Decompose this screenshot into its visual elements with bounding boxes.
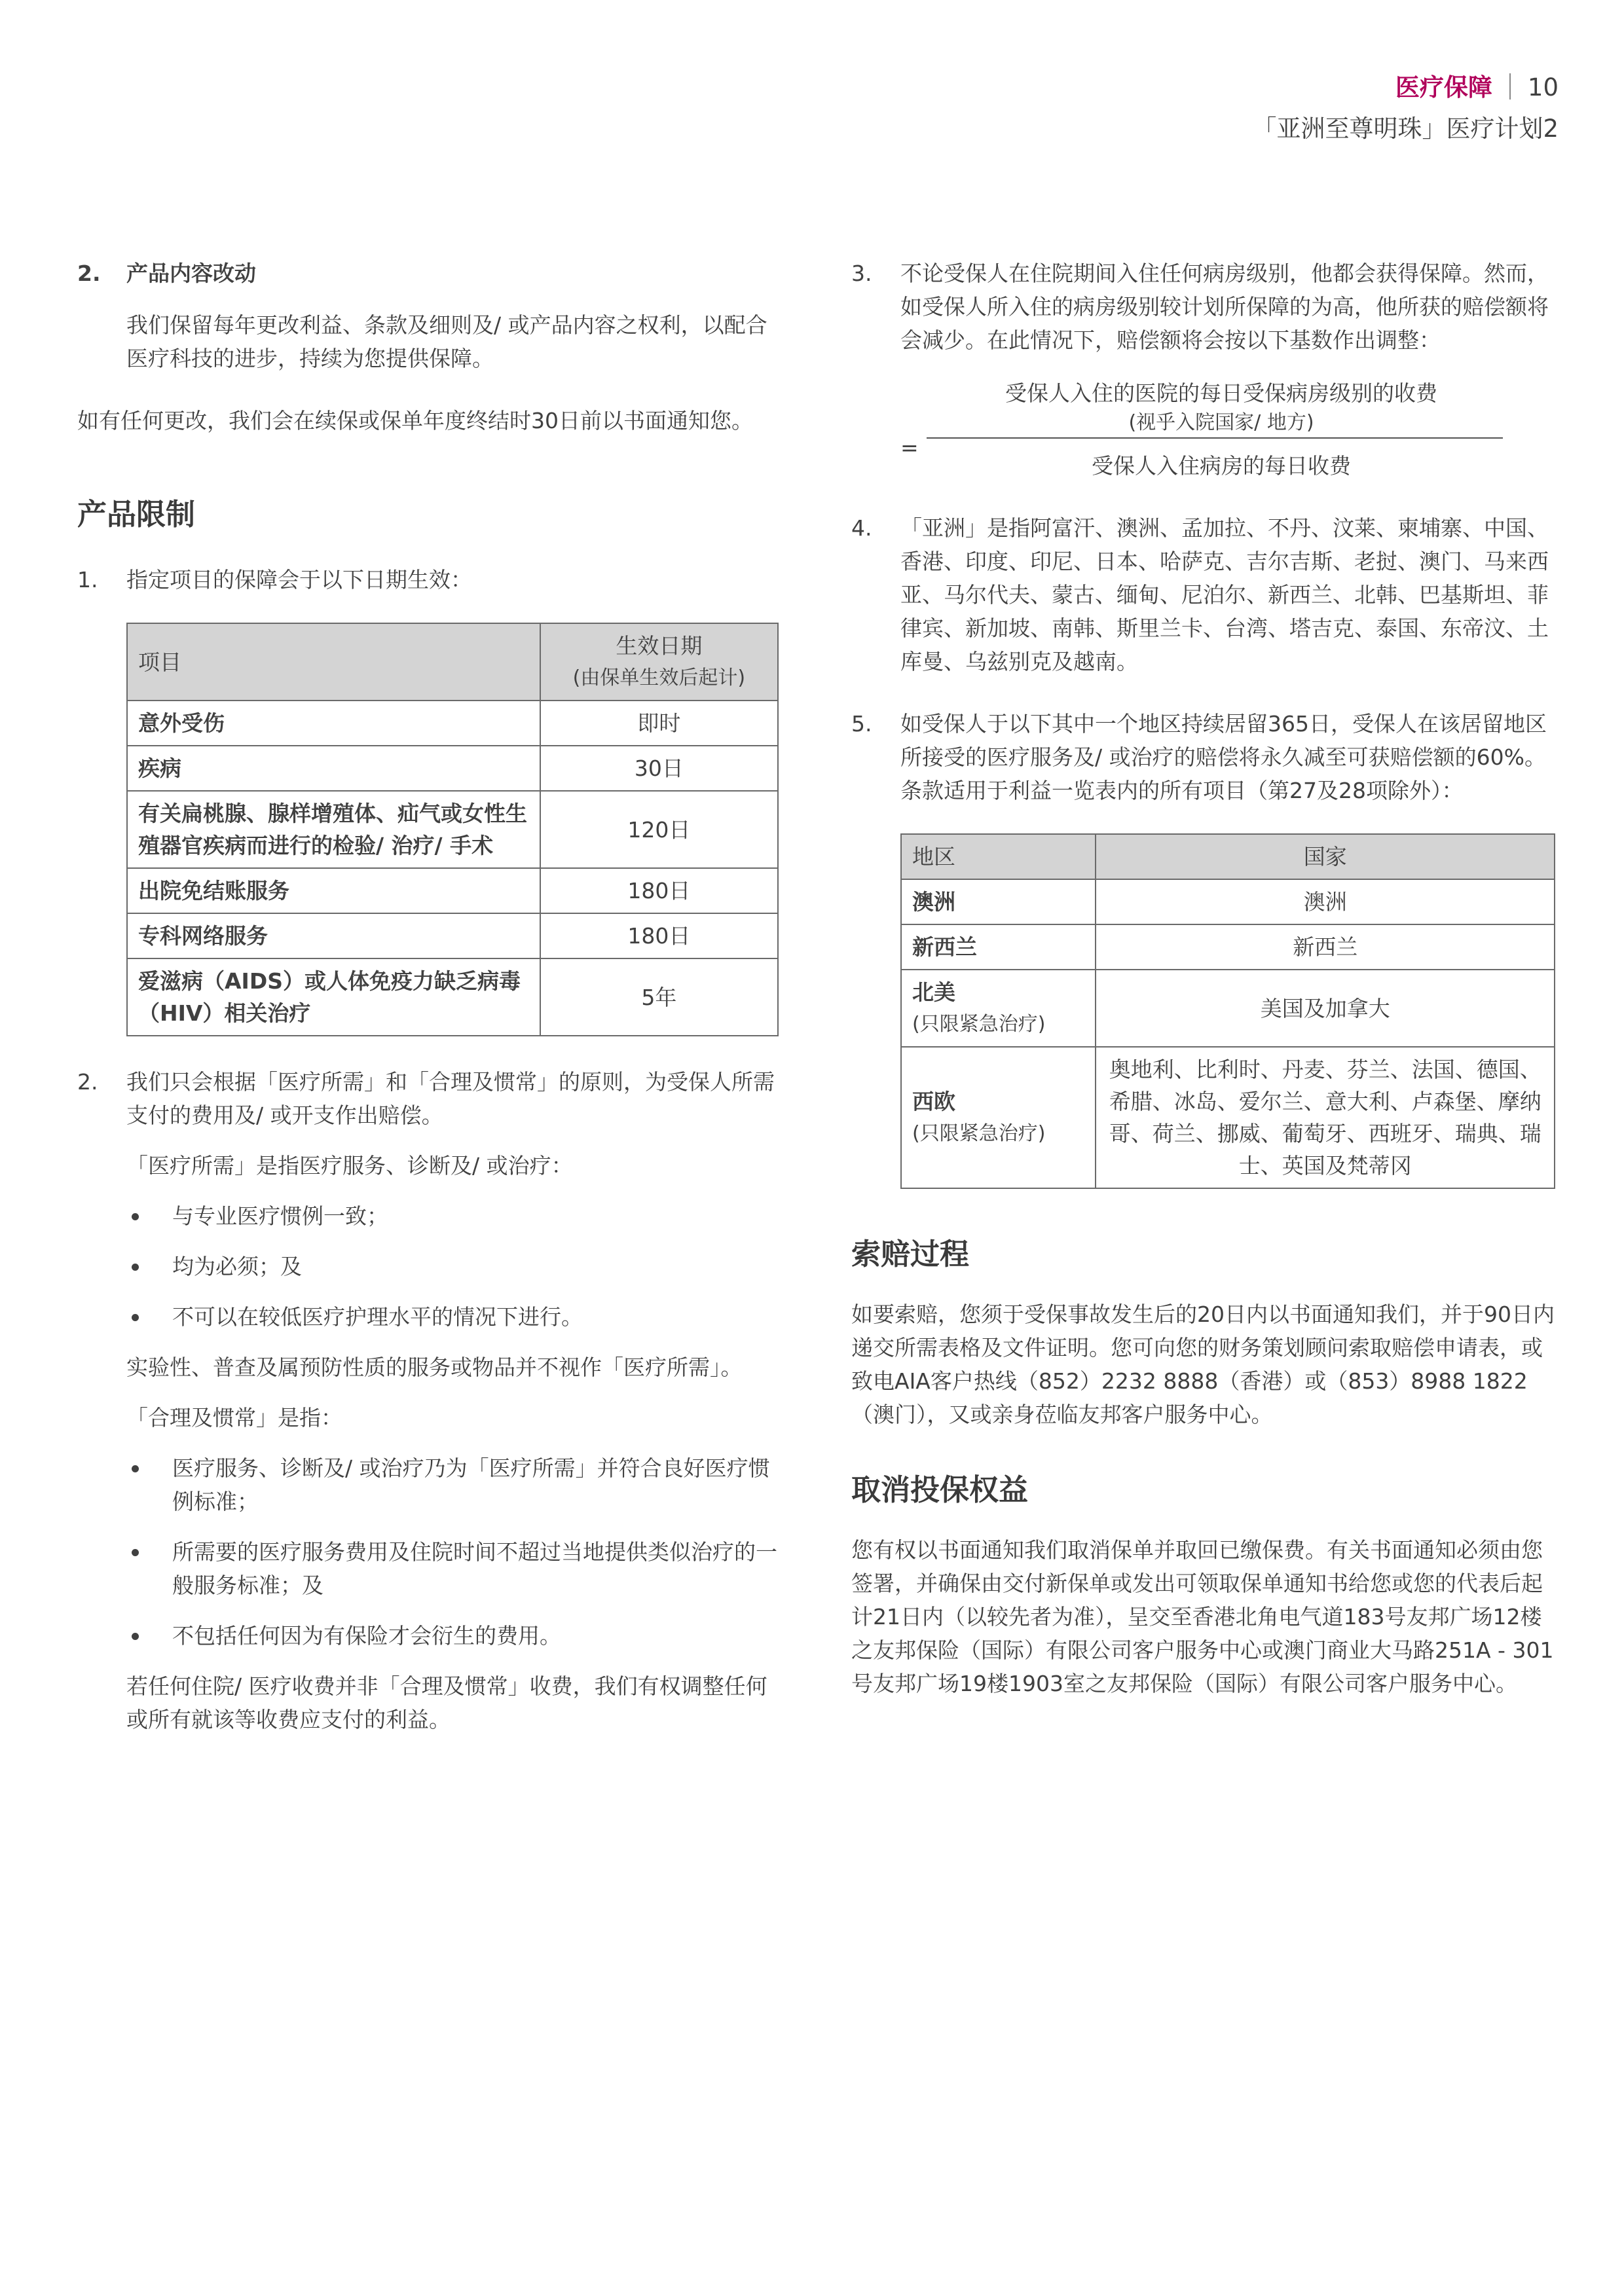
formula-equals: =: [900, 435, 919, 460]
formula-denominator: 受保人入住病房的每日收费: [1092, 453, 1351, 479]
change-notice: 如有任何更改，我们会在续保或保单年度终结时30日前以书面通知您。: [77, 408, 753, 433]
table-row: [901, 879, 1555, 924]
table-row: [127, 868, 778, 913]
limits-heading: 产品限制: [77, 497, 196, 532]
col-region-header: 地区: [901, 834, 1096, 879]
row-region-cell: [901, 1047, 1096, 1188]
formula-numerator: 受保人入住的医院的每日受保病房级别的收费: [1005, 380, 1437, 406]
product-change-body: 我们保留每年更改利益、条款及细则及/ 或产品内容之权利，以配合医疗科技的进步，持续为您提供保障。: [126, 312, 767, 371]
row-region-note: (只限紧急治疗): [912, 1122, 1046, 1145]
fraction-line: [927, 437, 1503, 439]
adjustment-formula: [900, 376, 1503, 483]
col-item-header: 项目: [127, 623, 540, 701]
limit-item-1: [77, 563, 778, 596]
section-title: 医疗保障: [1395, 73, 1492, 101]
row-region-note: (只限紧急治疗): [912, 1013, 1046, 1036]
row-item: 专科网络服务: [127, 913, 540, 958]
claims-text: 如要索赔，您须于受保事故发生后的20日内以书面通知我们，并于90日内递交所需表格及文件证明。您可向您的财务策划顾问索取赔偿申请表，或致电AIA客户热线（852）2232 8888（香港）或（853）8988 1822（澳门），又或亲身莅临友邦客户服务中心。: [851, 1302, 1555, 1427]
item-product-change: [77, 257, 778, 290]
table-header-row: [901, 834, 1555, 879]
table-row: [901, 1047, 1555, 1188]
row-date: 120日: [540, 791, 778, 868]
row-date: 30日: [540, 746, 778, 791]
page-header: [1395, 68, 1559, 107]
effective-date-table: [126, 623, 779, 1036]
limit-item-2: [77, 1065, 778, 1132]
item-3: [851, 257, 1559, 357]
item-number: 2.: [77, 261, 101, 286]
row-item: 意外受伤: [127, 701, 540, 746]
list-item: 医疗服务、诊断及/ 或治疗乃为「医疗所需」并符合良好医疗惯例标准；: [126, 1451, 778, 1518]
row-date: 即时: [540, 701, 778, 746]
row-region: 新西兰: [901, 924, 1096, 970]
right-column: [851, 257, 1559, 1700]
item-3-text: 不论受保人在住院期间入住任何病房级别，他都会获得保障。然而，如受保人所入住的病房级别较计划所保障的为高，他所获的赔偿额将会减少。在此情况下，赔偿额将会按以下基数作出调整：: [900, 261, 1549, 353]
item-number: 4.: [851, 515, 872, 541]
row-item: 有关扁桃腺、腺样增殖体、疝气或女性生殖器官疾病而进行的检验/ 治疗/ 手术: [127, 791, 540, 868]
formula-numerator-note: (视乎入院国家/ 地方): [1128, 411, 1314, 434]
table-row: [901, 970, 1555, 1047]
left-column: [77, 257, 778, 1736]
header-divider: [1509, 73, 1511, 100]
row-region-cell: [901, 970, 1096, 1047]
item-number: 2.: [77, 1069, 98, 1095]
list-item: 所需要的医疗服务费用及住院时间不超过当地提供类似治疗的一般服务标准；及: [126, 1535, 778, 1602]
row-country: 奥地利、比利时、丹麦、芬兰、法国、德国、希腊、冰岛、爱尔兰、意大利、卢森堡、摩纳哥、荷兰、挪威、葡萄牙、西班牙、瑞典、瑞士、英国及梵蒂冈: [1096, 1047, 1555, 1188]
row-date: 5年: [540, 958, 778, 1036]
claims-heading: 索赔过程: [851, 1237, 970, 1271]
item-number: 3.: [851, 261, 872, 286]
row-region: 西欧: [912, 1089, 955, 1114]
reasonable-definition: 「合理及惯常」是指：: [126, 1405, 342, 1430]
row-item: 出院免结账服务: [127, 868, 540, 913]
item-number: 5.: [851, 711, 872, 737]
table-row: [127, 701, 778, 746]
col-date-header: [540, 623, 778, 701]
item-title: 产品内容改动: [126, 261, 256, 286]
col-country-header: 国家: [1096, 834, 1555, 879]
col-date-label: 生效日期: [616, 633, 703, 659]
list-item: 均为必须；及: [126, 1250, 778, 1283]
table-row: [127, 791, 778, 868]
limit-item-1-text: 指定项目的保障会于以下日期生效：: [126, 567, 472, 592]
list-item: 不包括任何因为有保险才会衍生的费用。: [126, 1619, 778, 1652]
row-item: 爱滋病（AIDS）或人体免疫力缺乏病毒（HIV）相关治疗: [127, 958, 540, 1036]
medical-need-definition: 「医疗所需」是指医疗服务、诊断及/ 或治疗：: [126, 1153, 573, 1178]
item-4-text: 「亚洲」是指阿富汗、澳洲、孟加拉、不丹、汶莱、柬埔寨、中国、香港、印度、印尼、日本、哈萨克、吉尔吉斯、老挝、澳门、马来西亚、马尔代夫、蒙古、缅甸、尼泊尔、新西兰、北韩、巴基斯坦、菲律宾、新加坡、南韩、斯里兰卡、台湾、塔吉克、泰国、东帝汶、土库曼、乌兹别克及越南。: [900, 515, 1549, 674]
table-header-row: [127, 623, 778, 701]
item-5: [851, 707, 1559, 807]
col-date-note: (由保单生效后起计): [572, 666, 746, 689]
item-4: [851, 511, 1559, 678]
page-number: 10: [1527, 73, 1559, 101]
cancel-text: 您有权以书面通知我们取消保单并取回已缴保费。有关书面通知必须由您签署，并确保由交付新保单或发出可领取保单通知书给您或您的代表后起计21日内（以较先者为准），呈交至香港北角电气道183号友邦广场12楼之友邦保险（国际）有限公司客户服务中心或澳门商业大马路251A - 301号友邦广场19楼1903室之友邦保险（国际）有限公司客户服务中心。: [851, 1537, 1554, 1696]
table-row: [127, 958, 778, 1036]
item-5-text: 如受保人于以下其中一个地区持续居留365日，受保人在该居留地区所接受的医疗服务及/ 或治疗的赔偿将永久减至可获赔偿额的60%。条款适用于利益一览表内的所有项目（第27及28项除外）：: [900, 711, 1547, 803]
row-date: 180日: [540, 913, 778, 958]
row-country: 新西兰: [1096, 924, 1555, 970]
experimental-note: 实验性、普查及属预防性质的服务或物品并不视作「医疗所需」。: [126, 1355, 743, 1380]
adjust-note: 若任何住院/ 医疗收费并非「合理及惯常」收费，我们有权调整任何或所有就该等收费应支付的利益。: [126, 1673, 767, 1732]
list-item: 不可以在较低医疗护理水平的情况下进行。: [126, 1300, 778, 1334]
row-region: 澳洲: [901, 879, 1096, 924]
cancel-heading: 取消投保权益: [851, 1472, 1029, 1507]
region-table: [900, 833, 1555, 1189]
table-row: [127, 746, 778, 791]
table-row: [127, 913, 778, 958]
table-row: [901, 924, 1555, 970]
plan-name: 「亚洲至尊明珠」医疗计划2: [1252, 115, 1559, 143]
row-region: 北美: [912, 979, 955, 1005]
row-item: 疾病: [127, 746, 540, 791]
row-country: 澳洲: [1096, 879, 1555, 924]
row-country: 美国及加拿大: [1096, 970, 1555, 1047]
item-number: 1.: [77, 567, 98, 592]
row-date: 180日: [540, 868, 778, 913]
list-item: 与专业医疗惯例一致；: [126, 1199, 778, 1233]
limit-item-2-text: 我们只会根据「医疗所需」和「合理及惯常」的原则，为受保人所需支付的费用及/ 或开支作出赔偿。: [126, 1069, 775, 1128]
